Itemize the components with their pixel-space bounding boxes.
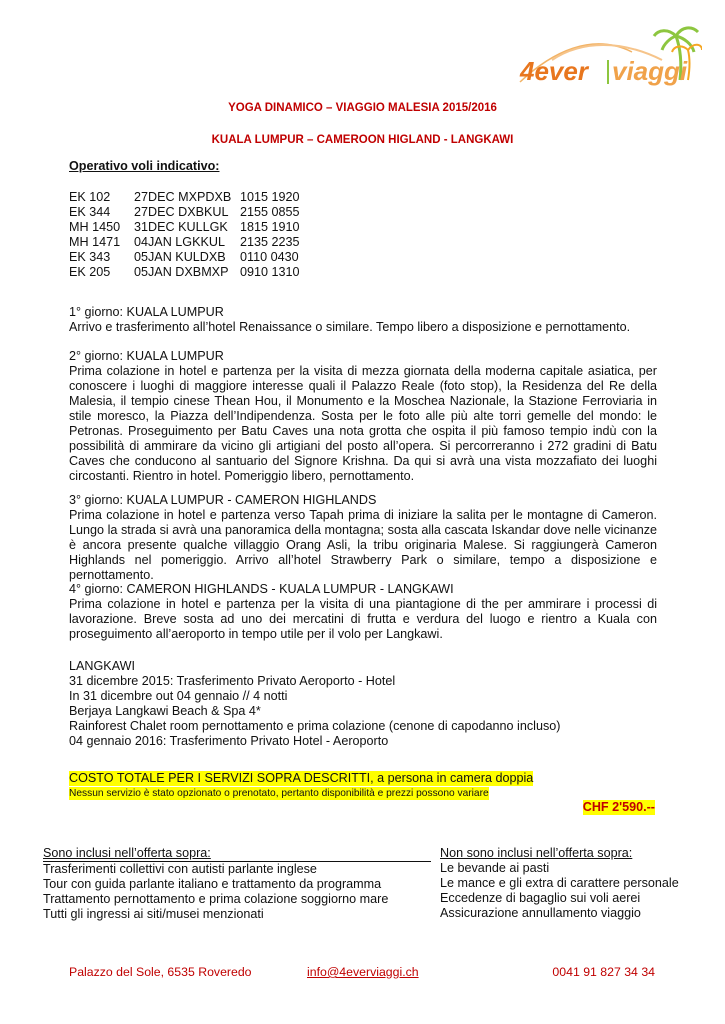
included-item: Tutti gli ingressi ai siti/musei menzionati: [43, 907, 264, 921]
flight-times: 0110 0430: [240, 250, 299, 264]
flight-route: 31DEC KULLGK: [134, 220, 228, 234]
logo-text-viaggi: viaggi: [612, 56, 688, 86]
flight-route: 27DEC MXPDXB: [134, 190, 232, 204]
excluded-item: Assicurazione annullamento viaggio: [440, 906, 641, 920]
day-text: Arrivo e trasferimento all’hotel Renaissance o similare. Tempo libero a disposizione e pernottamento.: [69, 320, 631, 334]
flight-times: 2135 2235: [240, 235, 300, 249]
day-block: [69, 305, 657, 335]
flight-times: 0910 1310: [240, 265, 300, 279]
flight-route: 27DEC DXBKUL: [134, 205, 229, 219]
excluded-item: Le mance e gli extra di carattere personale: [440, 876, 679, 890]
day-heading: 2° giorno: KUALA LUMPUR: [69, 349, 224, 363]
flight-route: 05JAN DXBMXP: [134, 265, 229, 279]
flight-times: 1815 1910: [240, 220, 300, 234]
flight-route: 04JAN LGKKUL: [134, 235, 225, 249]
flights-heading: Operativo voli indicativo:: [69, 159, 220, 173]
day-heading: 3° giorno: KUALA LUMPUR - CAMERON HIGHLANDS: [69, 493, 377, 507]
flight-code: MH 1450: [69, 220, 121, 234]
flight-code: EK 343: [69, 250, 111, 264]
flight-times: 1015 1920: [240, 190, 300, 204]
excluded-list: [440, 846, 690, 921]
document-title: YOGA DINAMICO – VIAGGIO MALESIA 2015/2016: [228, 102, 497, 114]
flight-times: 2155 0855: [240, 205, 300, 219]
langkawi-line: Rainforest Chalet room pernottamento e prima colazione (cenone di capodanno incluso): [69, 719, 561, 733]
footer-email[interactable]: [307, 965, 419, 980]
langkawi-section: [69, 659, 669, 749]
langkawi-line: 31 dicembre 2015: Trasferimento Privato Aeroporto - Hotel: [69, 674, 396, 688]
day-text: Prima colazione in hotel e partenza per la visita di una piantagione di the per ammirare i processi di lavorazione. Breve sosta ad uno dei mercatini di frutta e verdura del luogo e rientro a Kuala con proseguimento all’aeroporto in tempo utile per il volo per Langkawi.: [69, 597, 657, 641]
langkawi-lines: [69, 674, 669, 749]
excluded-heading: Non sono inclusi nell’offerta sopra:: [440, 846, 633, 860]
langkawi-line: Berjaya Langkawi Beach & Spa 4*: [69, 704, 261, 718]
flight-route: 05JAN KULDXB: [134, 250, 226, 264]
included-item: Trasferimenti collettivi con autisti parlante inglese: [43, 862, 317, 876]
langkawi-line: In 31 dicembre out 04 gennaio // 4 notti: [69, 689, 288, 703]
included-list: [43, 846, 431, 922]
included-item: Tour con guida parlante italiano e trattamento da programma: [43, 877, 382, 891]
flight-code: MH 1471: [69, 235, 121, 249]
total-price: CHF 2'590.--: [582, 800, 655, 814]
email-link[interactable]: info@4everviaggi.ch: [307, 965, 419, 979]
day-text: Prima colazione in hotel e partenza verso Tapah prima di iniziare la salita per le montagne di Cameron. Lungo la strada si avrà una panoramica della montagna; sosta alla cascata Iskandar dove nelle vicinanze è ancora presente qualche villaggio Orang Asli, la tribu originaria Malese. Si raggiungerà Cameron Highlands nel pomeriggio. Arrivo all’hotel Strawberry Park o similare, tempo a disposizione e pernottamento.: [69, 508, 657, 582]
excluded-item: Eccedenze di bagaglio sui voli aerei: [440, 891, 641, 905]
flight-code: EK 344: [69, 205, 111, 219]
included-item: Trattamento pernottamento e prima colazione soggiorno mare: [43, 892, 389, 906]
company-logo: [512, 22, 702, 92]
logo-divider: [607, 60, 609, 84]
day-block: [69, 582, 657, 642]
footer-phone: 0041 91 827 34 34: [552, 965, 655, 979]
day-block: [69, 493, 657, 583]
logo-text-4ever: 4ever: [520, 56, 588, 86]
langkawi-line: 04 gennaio 2016: Trasferimento Privato Hotel - Aeroporto: [69, 734, 389, 748]
footer-address: Palazzo del Sole, 6535 Roveredo: [69, 965, 252, 979]
excluded-item: Le bevande ai pasti: [440, 861, 550, 875]
flight-code: EK 102: [69, 190, 111, 204]
day-text: Prima colazione in hotel e partenza per la visita di mezza giornata della moderna capitale asiatica, per conoscere i luoghi di maggiore interesse quali il Palazzo Reale (foto stop), la Residenza del Re della Malesia, il tempio cinese Thean Hou, il Monumento e la Moschea Nazionale, la Stazione Ferroviaria in stile moresco, la Piazza dell’Indipendenza. Sosta per le foto alle più alte torri gemelle del mondo: le Petronas. Proseguimento per Batu Caves una nota grotta che ospita il più famoso tempio indù con la possibilità di ammirare da vicino gli artigiani del posto all’opera. Si percorreranno i 272 gradini di Batu Caves che conducono al santuario del Signore Krishna. Da qui si avrà una vista mozzafiato dei luoghi circostanti. Rientro in hotel. Pomeriggio libero, pernottamento.: [69, 364, 657, 483]
day-heading: 1° giorno: KUALA LUMPUR: [69, 305, 224, 319]
day-block: [69, 349, 657, 484]
total-cost-label: COSTO TOTALE PER I SERVIZI SOPRA DESCRITTI, a persona in camera doppia: [69, 771, 534, 785]
included-heading: Sono inclusi nell’offerta sopra:: [43, 846, 431, 862]
availability-note: Nessun servizio è stato opzionato o prenotato, pertanto disponibilità e prezzi possono variare: [69, 788, 489, 799]
day-heading: 4° giorno: CAMERON HIGHLANDS - KUALA LUMPUR - LANGKAWI: [69, 582, 454, 596]
langkawi-heading: LANGKAWI: [69, 659, 136, 673]
flight-code: EK 205: [69, 265, 111, 279]
document-subtitle: KUALA LUMPUR – CAMEROON HIGLAND - LANGKAWI: [211, 134, 514, 146]
